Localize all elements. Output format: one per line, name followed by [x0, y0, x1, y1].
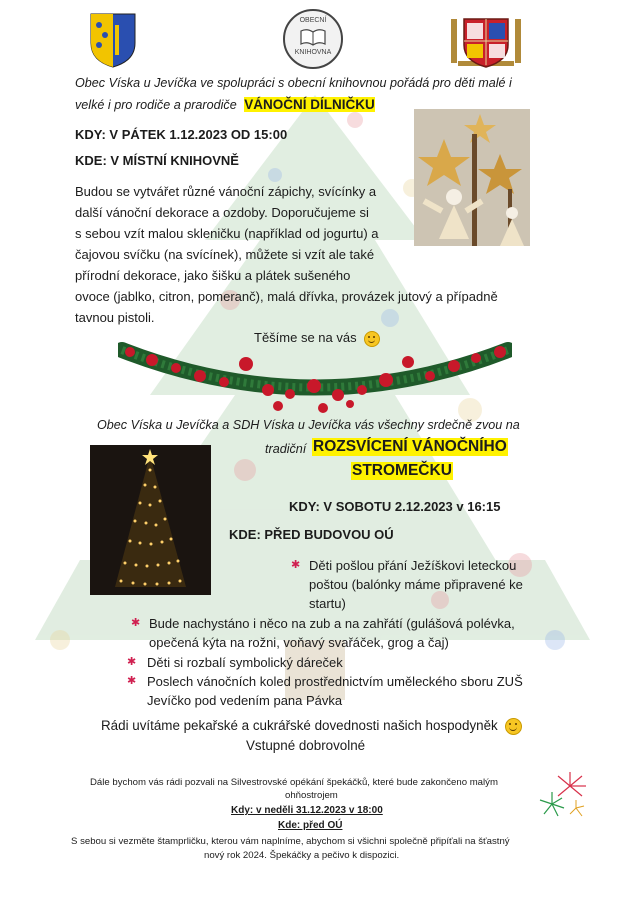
nye-note-line-1: S sebou si vezměte štamprličku, kterou vám naplníme, abychom si všichni společně připíťali na šťastný [71, 836, 510, 847]
nye-note-line-2: nový rok 2024. Špekáčky a pečivo k dispozici. [204, 850, 400, 861]
description-line: Budou se vytvářet různé vánoční zápichy, svícínky a [75, 184, 377, 199]
entry-fee: Vstupné dobrovolné [246, 738, 366, 753]
fireworks-icon [536, 770, 592, 822]
description-line: tavnou pistoli. [75, 310, 155, 325]
bullet-star-icon: ✱ [131, 617, 141, 629]
lit-christmas-tree-photo [90, 445, 211, 595]
intro-line-1: Obec Víska u Jevíčka ve spolupráci s obecní knihovnou pořádá pro děti malé i [75, 76, 512, 90]
library-logo [283, 9, 343, 69]
bakery-note [101, 718, 522, 735]
description-line: ovoce (jablko, citron, pomeranč), malá dřívka, provázek jutový a případně [75, 289, 498, 304]
program-item-line: Děti si rozbalí symbolický dáreček [147, 655, 343, 670]
nye-invite-line-2: ohňostrojem [285, 790, 338, 801]
program-item [127, 653, 343, 672]
description-line: další vánoční dekorace a ozdoby. Doporučujeme si [75, 205, 369, 220]
tree-lighting-title-line-2: STROMEČKU [352, 462, 452, 479]
description-line: s sebou vzít malou skleničku (například od jogurtu) a [75, 226, 379, 241]
program-item [291, 556, 523, 613]
czech-state-emblem [448, 11, 524, 69]
smiley-icon [505, 718, 522, 735]
program-item-line: startu) [309, 596, 346, 611]
straw-ornaments-photo [414, 109, 530, 246]
program-item-line: poštou (balónky máme připravené ke [309, 577, 523, 592]
program-item-line: Děti pošlou přání Ježíškovi leteckou [309, 558, 517, 573]
nye-when: Kdy: v neděli 31.12.2023 v 18:00 [231, 805, 383, 816]
tree-event-when: KDY: V SOBOTU 2.12.2023 v 16:15 [289, 499, 501, 514]
christmas-garland [118, 340, 512, 414]
tree-event-where: KDE: PŘED BUDOVOU OÚ [229, 527, 394, 542]
tree-invite-line-1: Obec Víska u Jevíčka a SDH Víska u Jevíčka vás všechny srdečně zvou na [97, 418, 520, 432]
coat-of-arms-logo [88, 11, 138, 69]
program-item [131, 614, 515, 652]
library-logo-top-text: OBECNÍ [299, 17, 327, 24]
program-item [127, 672, 523, 710]
workshop-title: VÁNOČNÍ DÍLNIČKU [244, 97, 375, 112]
tree-invite-line-2: tradiční [265, 442, 307, 456]
intro-line-2-text: velké i pro rodiče a prarodiče [75, 98, 237, 112]
description-line: čajovou svíčku (na svícínek), můžete si vzít ale také [75, 247, 375, 262]
bullet-star-icon: ✱ [291, 559, 301, 571]
intro-line-2 [75, 97, 375, 112]
bakery-text: Rádi uvítáme pekařské a cukrářské dovednosti našich hospodyněk [101, 718, 498, 734]
workshop-where: KDE: V MÍSTNÍ KNIHOVNĚ [75, 153, 239, 168]
nye-invite-line-1: Dále bychom vás rádi pozvali na Silvestrovské opékání špekáčků, které bude zakončeno malým [90, 777, 498, 788]
library-logo-bottom-text: KNIHOVNA [294, 49, 332, 56]
workshop-when: KDY: V PÁTEK 1.12.2023 OD 15:00 [75, 127, 288, 142]
bullet-star-icon: ✱ [127, 675, 137, 687]
program-item-line: opečená kýta na rožni, voňavý svařáček, grog a čaj) [149, 635, 449, 650]
tree-lighting-title-line-1: ROZSVÍCENÍ VÁNOČNÍHO [313, 438, 507, 455]
program-item-line: Jevíčko pod vedením pana Pávka [147, 693, 343, 708]
nye-where: Kde: před OÚ [278, 820, 343, 831]
program-item-line: Bude nachystáno i něco na zub a na zahřátí (gulášová polévka, [149, 616, 515, 631]
closing-text: Těšíme se na vás [254, 330, 357, 345]
book-icon [299, 28, 327, 46]
bullet-star-icon: ✱ [127, 656, 137, 668]
description-line: přírodní dekorace, jako šišku a plátek sušeného [75, 268, 351, 283]
program-item-line: Poslech vánočních koled prostřednictvím uměleckého sboru ZUŠ [147, 674, 523, 689]
